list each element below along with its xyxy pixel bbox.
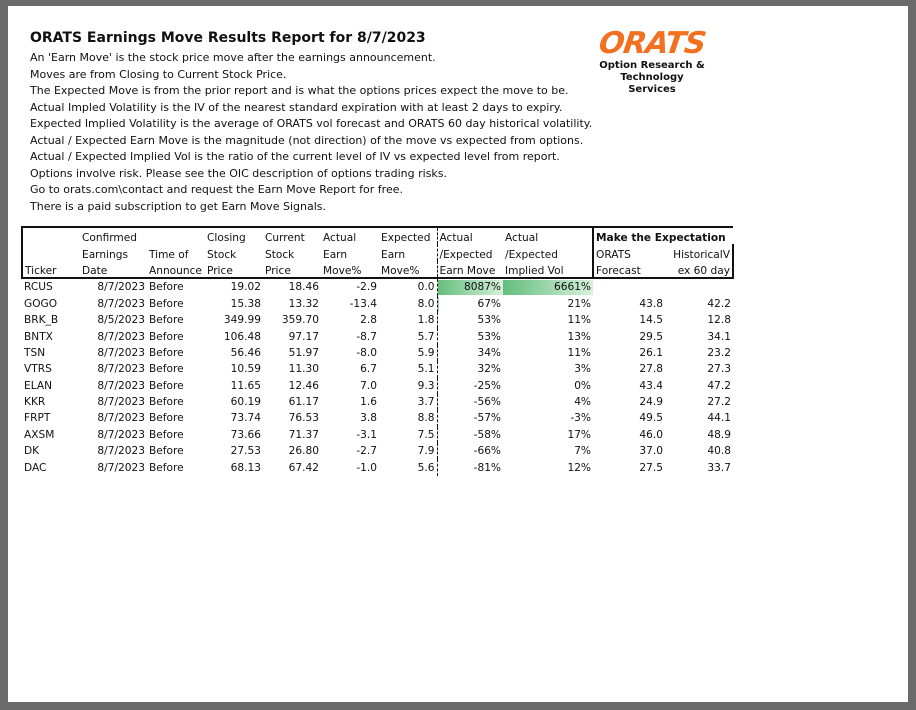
cell-close: 19.02 <box>230 281 261 294</box>
cell-ae-move <box>437 443 503 459</box>
logo-line-1: Option Research & <box>599 60 705 71</box>
cell-forecast: 14.5 <box>639 314 663 327</box>
cell-text: 21% <box>567 297 591 310</box>
cell-hist: 27.2 <box>707 396 731 409</box>
cell-time: Before <box>149 461 184 474</box>
header-cell: Confirmed <box>80 227 147 244</box>
header-cell <box>22 244 80 260</box>
cell-ae-iv <box>503 459 593 475</box>
cell-text: 53% <box>477 330 501 343</box>
cell-ae-iv <box>503 345 593 361</box>
cell-actual: -8.0 <box>356 346 377 359</box>
header-cell: Price <box>205 261 263 278</box>
cell-ae-iv <box>503 410 593 426</box>
cell-hist: 12.8 <box>707 314 731 327</box>
table-row <box>22 278 733 295</box>
cell-ae-iv <box>503 312 593 328</box>
cell-text: -56% <box>473 396 501 409</box>
cell-ticker: FRPT <box>24 412 51 425</box>
cell-hist: 23.2 <box>707 346 731 359</box>
cell-text: -81% <box>473 461 501 474</box>
cell-ae-move <box>437 296 503 312</box>
cell-time: Before <box>149 346 184 359</box>
table-row <box>22 345 733 361</box>
cell-ae-move <box>437 278 503 295</box>
cell-text: 0% <box>574 379 591 392</box>
cell-close: 349.99 <box>223 314 261 327</box>
cell-close: 11.65 <box>230 379 261 392</box>
cell-forecast: 37.0 <box>639 445 663 458</box>
table-row <box>22 296 733 312</box>
cell-ae-move <box>437 378 503 394</box>
header-cell: Move% <box>321 261 379 278</box>
cell-current: 359.70 <box>281 314 319 327</box>
cell-ae-iv <box>503 427 593 443</box>
header-cell: Actual <box>321 227 379 244</box>
cell-hist: 42.2 <box>707 297 731 310</box>
header-cell-make-expectation: Make the Expectation <box>593 227 733 244</box>
cell-hist: 27.3 <box>707 363 731 376</box>
header-cell: Earn Move <box>437 261 503 278</box>
header-cell: Actual <box>437 227 503 244</box>
note-line: Actual Impled Volatility is the IV of the nearest standard expiration with at least 2 days to expiry. <box>30 100 563 114</box>
cell-date: 8/7/2023 <box>97 379 145 392</box>
cell-current: 51.97 <box>288 346 319 359</box>
cell-date: 8/7/2023 <box>97 281 145 294</box>
cell-expected: 5.6 <box>417 461 435 474</box>
cell-text: 4% <box>574 396 591 409</box>
cell-text: -3% <box>570 412 591 425</box>
cell-ticker: ELAN <box>24 379 53 392</box>
cell-text: -57% <box>473 412 501 425</box>
cell-forecast: 43.4 <box>639 379 663 392</box>
header-cell: Stock <box>265 248 295 261</box>
header-cell: HistoricalV <box>665 244 733 260</box>
cell-text: 32% <box>477 363 501 376</box>
cell-actual: 6.7 <box>360 363 377 376</box>
header-cell: Move% <box>379 261 437 278</box>
cell-text: 53% <box>477 314 501 327</box>
note-line: The Expected Move is from the prior report and is what the options prices expect the move to be. <box>30 84 569 97</box>
header-cell: Expected <box>379 227 437 244</box>
cell-ticker: BNTX <box>24 330 53 343</box>
cell-actual: -1.0 <box>356 461 377 474</box>
cell-text: -66% <box>473 445 501 458</box>
table-row <box>22 410 733 426</box>
header-cell: Ticker <box>22 261 80 278</box>
cell-text: 12% <box>567 461 591 474</box>
cell-expected: 5.7 <box>417 330 435 343</box>
cell-date: 8/7/2023 <box>97 363 145 376</box>
cell-expected: 3.7 <box>417 396 435 409</box>
cell-text: 11% <box>567 314 591 327</box>
cell-close: 73.66 <box>230 428 261 441</box>
table-row <box>22 427 733 443</box>
cell-close: 106.48 <box>223 330 261 343</box>
cell-text: 7% <box>574 445 591 458</box>
cell-hist: 40.8 <box>707 445 731 458</box>
cell-date: 8/5/2023 <box>97 314 145 327</box>
cell-hist: 47.2 <box>707 379 731 392</box>
cell-time: Before <box>149 297 184 310</box>
cell-ticker: AXSM <box>24 428 55 441</box>
header-cell: Earn <box>323 248 348 261</box>
header-cell: Date <box>80 261 147 278</box>
cell-forecast <box>593 278 665 295</box>
cell-actual: -13.4 <box>349 297 377 310</box>
cell-ae-move <box>437 328 503 344</box>
cell-text: 17% <box>567 428 591 441</box>
note-line: Go to orats.com\contact and request the Earn Move Report for free. <box>30 183 403 196</box>
cell-ae-move <box>437 345 503 361</box>
note-line: An 'Earn Move' is the stock price move after the earnings announcement. <box>30 51 436 64</box>
cell-forecast: 49.5 <box>639 412 663 425</box>
cell-ticker: RCUS <box>24 281 53 294</box>
cell-time: Before <box>149 445 184 458</box>
cell-close: 73.74 <box>230 412 261 425</box>
table-row <box>22 459 733 475</box>
cell-expected: 0.0 <box>417 281 435 294</box>
cell-text: 13% <box>567 330 591 343</box>
cell-time: Before <box>149 363 184 376</box>
cell-text: 8087% <box>463 281 501 294</box>
cell-text: -25% <box>473 379 501 392</box>
cell-current: 61.17 <box>288 396 319 409</box>
cell-ticker: BRK_B <box>24 314 59 327</box>
cell-close: 15.38 <box>230 297 261 310</box>
table-row <box>22 394 733 410</box>
cell-close: 56.46 <box>230 346 261 359</box>
note-line: Actual / Expected Implied Vol is the ratio of the current level of IV vs expected level from report. <box>30 150 560 163</box>
cell-expected: 5.9 <box>417 346 435 359</box>
cell-close: 10.59 <box>230 363 261 376</box>
header-cell: Stock <box>207 248 237 261</box>
report-title: ORATS Earnings Move Results Report for 8/7/2023 <box>30 30 426 46</box>
cell-text: 11% <box>567 346 591 359</box>
cell-text: 34% <box>477 346 501 359</box>
cell-ae-move <box>437 361 503 377</box>
cell-actual: 2.8 <box>360 314 377 327</box>
logo-line-2: Technology Services <box>620 72 684 95</box>
cell-ae-iv <box>503 443 593 459</box>
header-cell: Earnings <box>82 248 128 261</box>
cell-forecast: 27.5 <box>639 461 663 474</box>
cell-time: Before <box>149 412 184 425</box>
cell-text: 3% <box>574 363 591 376</box>
cell-current: 18.46 <box>288 281 319 294</box>
cell-forecast: 43.8 <box>639 297 663 310</box>
cell-date: 8/7/2023 <box>97 396 145 409</box>
cell-hist <box>665 278 733 295</box>
cell-current: 12.46 <box>288 379 319 392</box>
header-cell: Forecast <box>593 261 665 278</box>
note-line: There is a paid subscription to get Earn Move Signals. <box>30 199 326 213</box>
cell-current: 11.30 <box>288 363 319 376</box>
data-bar <box>438 297 439 311</box>
cell-actual: -2.9 <box>356 281 377 294</box>
header-cell: /Expected <box>505 248 558 261</box>
cell-forecast: 29.5 <box>639 330 663 343</box>
header-cell: Implied Vol <box>503 261 593 278</box>
cell-ae-move <box>437 410 503 426</box>
header-row-3 <box>22 261 733 278</box>
header-cell: ex 60 day <box>665 261 733 278</box>
cell-expected: 7.5 <box>417 428 435 441</box>
cell-ae-iv <box>503 394 593 410</box>
header-cell: Time of <box>149 248 189 261</box>
cell-actual: 7.0 <box>360 379 377 392</box>
cell-current: 76.53 <box>288 412 319 425</box>
cell-expected: 9.3 <box>417 379 435 392</box>
cell-ae-iv <box>503 328 593 344</box>
cell-expected: 8.8 <box>417 412 435 425</box>
cell-ticker: VTRS <box>24 363 52 376</box>
cell-date: 8/7/2023 <box>97 445 145 458</box>
header-row-1 <box>22 227 733 244</box>
header-cell <box>22 227 80 244</box>
cell-current: 71.37 <box>288 428 319 441</box>
cell-ae-iv <box>503 378 593 394</box>
cell-actual: 3.8 <box>360 412 377 425</box>
table-row <box>22 443 733 459</box>
cell-close: 68.13 <box>230 461 261 474</box>
note-line: Expected Implied Volatility is the average of ORATS vol forecast and ORATS 60 day historical volatility. <box>30 117 593 130</box>
cell-hist: 44.1 <box>707 412 731 425</box>
cell-current: 67.42 <box>288 461 319 474</box>
cell-date: 8/7/2023 <box>97 412 145 425</box>
cell-ae-iv <box>503 278 593 295</box>
cell-date: 8/7/2023 <box>97 346 145 359</box>
cell-expected: 5.1 <box>417 363 435 376</box>
cell-date: 8/7/2023 <box>97 330 145 343</box>
cell-ae-move <box>437 427 503 443</box>
report-notes <box>30 50 592 215</box>
cell-time: Before <box>149 281 184 294</box>
cell-expected: 1.8 <box>417 314 435 327</box>
cell-time: Before <box>149 330 184 343</box>
cell-ticker: TSN <box>24 346 46 359</box>
header-cell: /Expected <box>437 244 503 260</box>
header-cell: Actual <box>503 227 593 244</box>
cell-time: Before <box>149 379 184 392</box>
cell-ticker: GOGO <box>24 297 58 310</box>
cell-text: 67% <box>477 297 501 310</box>
cell-forecast: 27.8 <box>639 363 663 376</box>
cell-forecast: 26.1 <box>639 346 663 359</box>
cell-ae-move <box>437 394 503 410</box>
cell-ae-iv <box>503 296 593 312</box>
cell-text: 6661% <box>553 281 591 294</box>
cell-forecast: 24.9 <box>639 396 663 409</box>
cell-time: Before <box>149 396 184 409</box>
cell-ticker: DK <box>24 445 40 458</box>
cell-actual: 1.6 <box>360 396 377 409</box>
cell-time: Before <box>149 314 184 327</box>
cell-current: 13.32 <box>288 297 319 310</box>
header-cell: Earn <box>381 248 406 261</box>
header-cell: ORATS <box>593 244 665 260</box>
cell-ticker: DAC <box>24 461 47 474</box>
header-cell <box>147 227 205 244</box>
note-line: Moves are from Closing to Current Stock Price. <box>30 67 287 81</box>
orats-logo <box>596 28 708 96</box>
cell-ae-move <box>437 459 503 475</box>
cell-expected: 7.9 <box>417 445 435 458</box>
cell-ae-move <box>437 312 503 328</box>
note-line: Options involve risk. Please see the OIC description of options trading risks. <box>30 166 448 180</box>
logo-wordmark: ORATS <box>596 26 708 61</box>
cell-hist: 33.7 <box>707 461 731 474</box>
cell-forecast: 46.0 <box>639 428 663 441</box>
cell-date: 8/7/2023 <box>97 428 145 441</box>
cell-date: 8/7/2023 <box>97 461 145 474</box>
cell-current: 26.80 <box>288 445 319 458</box>
header-row-2 <box>22 244 733 260</box>
header-cell: Current <box>263 227 321 244</box>
header-cell: Price <box>263 261 321 278</box>
cell-close: 27.53 <box>230 445 261 458</box>
cell-ticker: KKR <box>24 396 46 409</box>
table-row <box>22 312 733 328</box>
cell-date: 8/7/2023 <box>97 297 145 310</box>
cell-hist: 34.1 <box>707 330 731 343</box>
cell-current: 97.17 <box>288 330 319 343</box>
cell-actual: -2.7 <box>356 445 377 458</box>
earnings-table <box>21 226 734 476</box>
header-cell: Announce <box>147 261 205 278</box>
cell-text: -58% <box>473 428 501 441</box>
cell-close: 60.19 <box>230 396 261 409</box>
cell-actual: -3.1 <box>356 428 377 441</box>
note-line: Actual / Expected Earn Move is the magnitude (not direction) of the move vs expected from options. <box>30 133 584 147</box>
table-row <box>22 328 733 344</box>
table-row <box>22 361 733 377</box>
table-row <box>22 378 733 394</box>
header-cell: Closing <box>205 227 263 244</box>
cell-hist: 48.9 <box>707 428 731 441</box>
cell-expected: 8.0 <box>417 297 435 310</box>
cell-actual: -8.7 <box>356 330 377 343</box>
cell-ae-iv <box>503 361 593 377</box>
cell-time: Before <box>149 428 184 441</box>
